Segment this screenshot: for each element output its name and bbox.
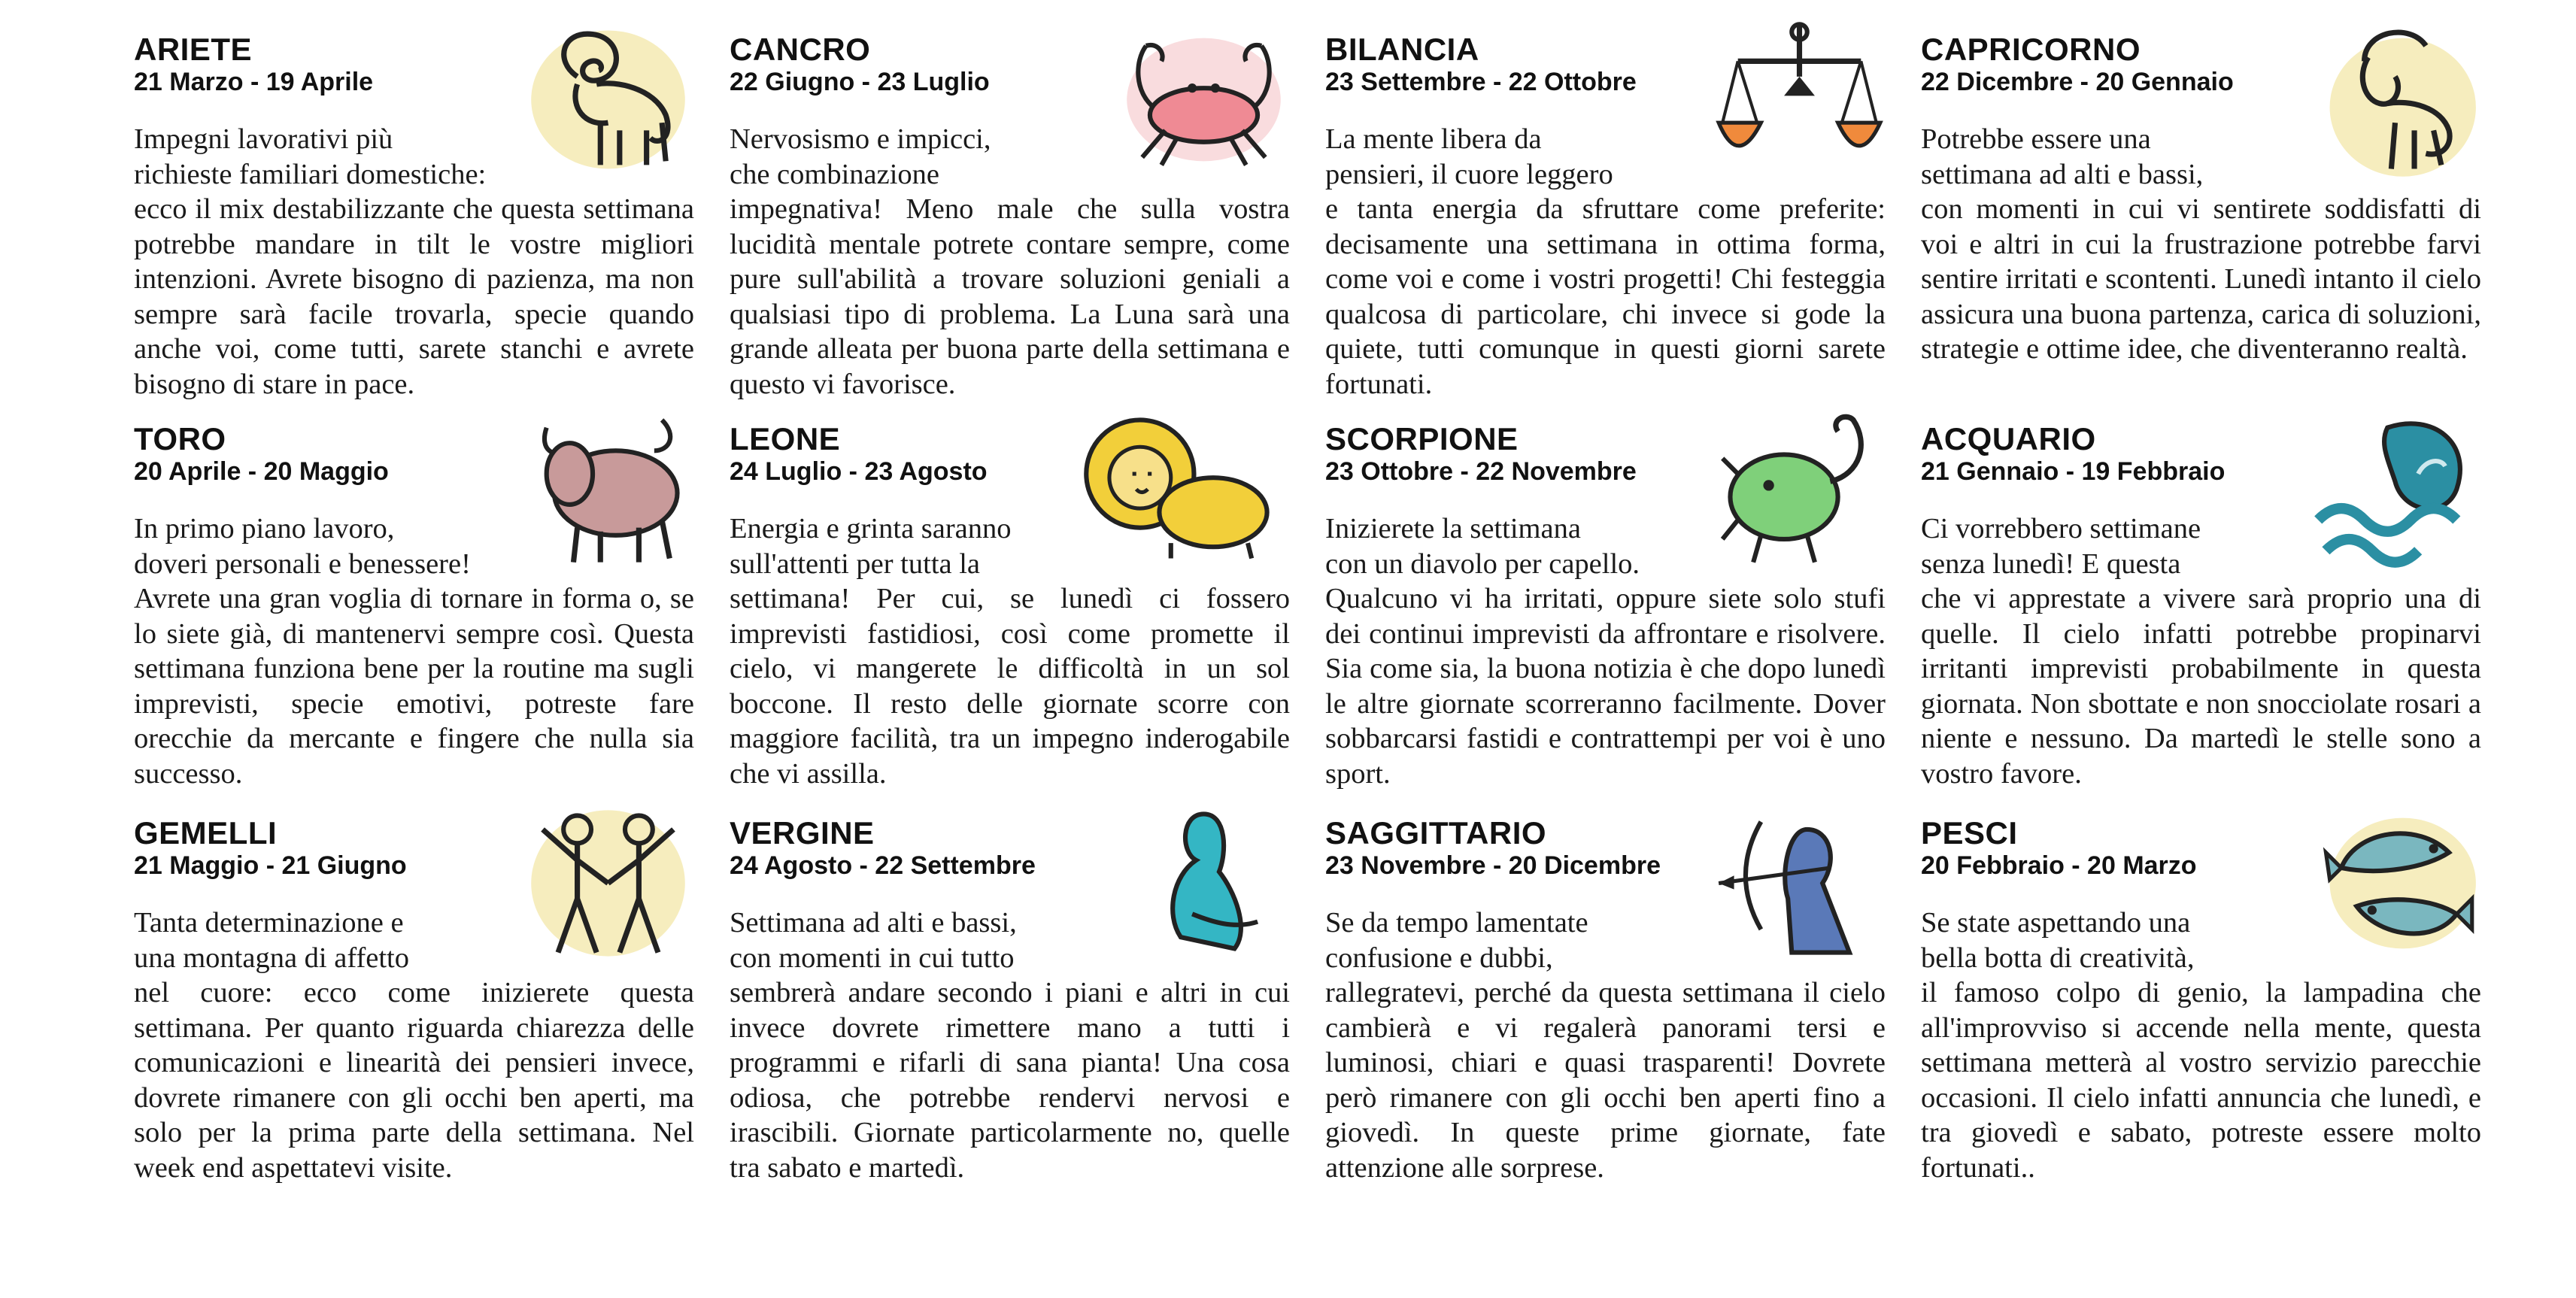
sign-pesci [1921, 815, 2481, 1199]
scorpion-icon [1715, 405, 1884, 574]
sign-dates: 24 Luglio - 23 Agosto [730, 457, 988, 486]
scales-icon [1715, 15, 1884, 184]
sign-vergine [730, 815, 1290, 1199]
intro-line-1: Inizierete la settimana [1325, 513, 1581, 544]
intro-line-2: settimana ad alti e bassi, [1921, 158, 2204, 190]
crab-icon [1119, 15, 1288, 184]
horoscope-text: impegnativa! Meno male che sulla vostra lucidità mentale potrete contare sempre, come pure sull'abilità a trovare soluzioni geniali a qualsiasi tipo di problema. La Luna sarà una grande alleata per buona parte della settimana e questo vi favorisce. [730, 193, 1290, 400]
horoscope-text: con momenti in cui vi sentirete soddisfatti di voi e altri in cui la frustrazione potrebbe farvi sentire irritati e scontenti. Lunedì intanto il cielo assicura una buona partenza, carica di soluzioni, strategie e ottime idee, che diventeranno realtà. [1921, 193, 2481, 365]
intro-line-2: senza lunedì! E questa [1921, 547, 2181, 580]
intro-line-2: una montagna di affetto [134, 942, 409, 974]
sign-name: BILANCIA [1325, 32, 1479, 67]
intro-line-2: richieste familiari domestiche: [134, 158, 487, 190]
maiden-icon [1119, 799, 1288, 968]
intro-line-2: confusione e dubbi, [1325, 942, 1553, 974]
sign-dates: 21 Marzo - 19 Aprile [134, 68, 374, 96]
intro-line-1: Se da tempo lamentate [1325, 907, 1588, 939]
sign-dates: 22 Giugno - 23 Luglio [730, 68, 990, 96]
intro-line-1: La mente libera da [1325, 123, 1542, 155]
sign-dates: 24 Agosto - 22 Settembre [730, 851, 1036, 880]
intro-line-1: Impegni lavorativi più [134, 123, 393, 155]
intro-line-1: Ci vorrebbero settimane [1921, 513, 2201, 544]
intro-line-2: con un diavolo per capello. [1325, 547, 1640, 580]
intro-line-2: sull'attenti per tutta la [730, 547, 981, 580]
sign-name: ACQUARIO [1921, 421, 2096, 456]
sign-dates: 20 Febbraio - 20 Marzo [1921, 851, 2197, 880]
sign-cancro [730, 32, 1290, 415]
sign-name: TORO [134, 421, 226, 456]
intro-line-1: In primo piano lavoro, [134, 513, 395, 544]
horoscope-text: Avrete una gran voglia di tornare in forma o, se lo siete già, di mantenervi sempre così. Questa settimana funziona bene per la routine ma sugli imprevisti, specie emotivi, potreste fare orecchie da mercante e fingere che nulla sia successo. [134, 583, 694, 790]
sign-name: CANCRO [730, 32, 871, 67]
sign-name: PESCI [1921, 815, 2018, 851]
bull-icon [523, 405, 693, 574]
sign-dates: 20 Aprile - 20 Maggio [134, 457, 389, 486]
sign-saggittario [1325, 815, 1886, 1199]
intro-line-2: pensieri, il cuore leggero [1325, 158, 1613, 190]
sign-dates: 22 Dicembre - 20 Gennaio [1921, 68, 2234, 96]
sign-name: SAGGITTARIO [1325, 815, 1547, 851]
horoscope-text: settimana! Per cui, se lunedì ci fossero imprevisti fastidiosi, così come promette il cielo, vi mangerete le difficoltà in un sol boccone. Il resto delle giornate scorre con maggiore facilità, tra un impegno inderogabile che vi assilla. [730, 583, 1290, 790]
horoscope-text: nel cuore: ecco come inizierete questa settimana. Per quanto riguarda chiarezza delle comunicazioni e linearità dei pensieri invece, dovrete rimanere con gli occhi ben aperti, ma solo per la prima parte della settimana. Nel week end aspettatevi visite. [134, 977, 694, 1184]
intro-line-2: con momenti in cui tutto [730, 942, 1015, 974]
sign-name: ARIETE [134, 32, 253, 67]
sign-bilancia [1325, 32, 1886, 415]
horoscope-text: e tanta energia da sfruttare come preferite: decisamente una settimana in ottima forma, come voi e come i vostri progetti! Chi festeggia qualcosa di particolare, chi invece si gode la quiete, tutti comunque in questi giorni sarete fortunati. [1325, 193, 1886, 400]
sign-gemelli [134, 815, 694, 1199]
archer-icon [1715, 799, 1884, 968]
sign-capricorno [1921, 32, 2481, 415]
intro-line-2: doveri personali e benessere! [134, 547, 471, 580]
twins-icon [523, 799, 693, 968]
horoscope-text: il famoso colpo di genio, la lampadina che all'improvviso si accende nella mente, questa settimana metterà al vostro servizio parecchie occasioni. Il cielo infatti annuncia che lunedì, e tra giovedì e sabato, potreste essere molto fortunati.. [1921, 977, 2481, 1184]
sign-name: CAPRICORNO [1921, 32, 2141, 67]
sign-leone [730, 421, 1290, 805]
sign-dates: 23 Ottobre - 22 Novembre [1325, 457, 1637, 486]
intro-line-2: che combinazione [730, 158, 939, 190]
sign-name: GEMELLI [134, 815, 278, 851]
horoscope-text: Qualcuno vi ha irritati, oppure siete solo stufi dei continui imprevisti da affrontare e risolvere. Sia come sia, la buona notizia è che dopo lunedì le altre giornate scorreranno facilmente. Dover sobbarcarsi fastidi e contrattempi per voi è uno sport. [1325, 583, 1886, 790]
horoscope-text: ecco il mix destabilizzante che questa settimana potrebbe mandare in tilt le vostre migliori intenzioni. Avrete bisogno di pazienza, ma non sempre sarà facile trovarla, specie quando anche voi, come tutti, sarete stanchi e avrete bisogno di stare in pace. [134, 193, 694, 400]
sign-name: SCORPIONE [1325, 421, 1519, 456]
intro-line-2: bella botta di creatività, [1921, 942, 2195, 974]
sign-name: LEONE [730, 421, 841, 456]
sign-acquario [1921, 421, 2481, 805]
intro-line-1: Se state aspettando una [1921, 907, 2191, 939]
horoscope-text: che vi apprestate a vivere sarà proprio una di quelle. Il cielo infatti potrebbe propinarvi irritanti imprevisti probabilmente in questa giornata. Non sbottate e non snocciolate rosari a niente e nessuno. Da martedì le stelle sono a vostro favore. [1921, 583, 2481, 790]
lion-icon [1066, 405, 1291, 574]
sign-scorpione [1325, 421, 1886, 805]
sign-dates: 21 Gennaio - 19 Febbraio [1921, 457, 2226, 486]
sign-name: VERGINE [730, 815, 875, 851]
sign-dates: 23 Settembre - 22 Ottobre [1325, 68, 1637, 96]
horoscope-text: sembrerà andare secondo i piani e altri in cui invece dovrete rimettere mano a tutti i programmi e rifarli di sana pianta! Una cosa odiosa, che potrebbe rendervi nervosi e irascibili. Giornate particolarmente no, quelle tra sabato e martedì. [730, 977, 1290, 1184]
intro-line-1: Potrebbe essere una [1921, 123, 2151, 155]
fish-icon [2311, 799, 2480, 968]
intro-line-1: Energia e grinta saranno [730, 513, 1012, 544]
sign-dates: 23 Novembre - 20 Dicembre [1325, 851, 1661, 880]
ram-icon [523, 15, 693, 184]
sign-dates: 21 Maggio - 21 Giugno [134, 851, 407, 880]
horoscope-text: rallegratevi, perché da questa settimana il cielo cambierà e vi regalerà panorami tersi e luminosi, chiari e quasi trasparenti! Dovrete però rimanere con gli occhi ben aperti fino a giovedì. In queste prime giornate, fate attenzione alle sorprese. [1325, 977, 1886, 1184]
intro-line-1: Settimana ad alti e bassi, [730, 907, 1017, 939]
intro-line-1: Tanta determinazione e [134, 907, 404, 939]
goat-icon [2311, 15, 2480, 184]
sign-ariete [134, 32, 694, 415]
water-jar-icon [2311, 405, 2480, 574]
intro-line-1: Nervosismo e impicci, [730, 123, 991, 155]
sign-toro [134, 421, 694, 805]
